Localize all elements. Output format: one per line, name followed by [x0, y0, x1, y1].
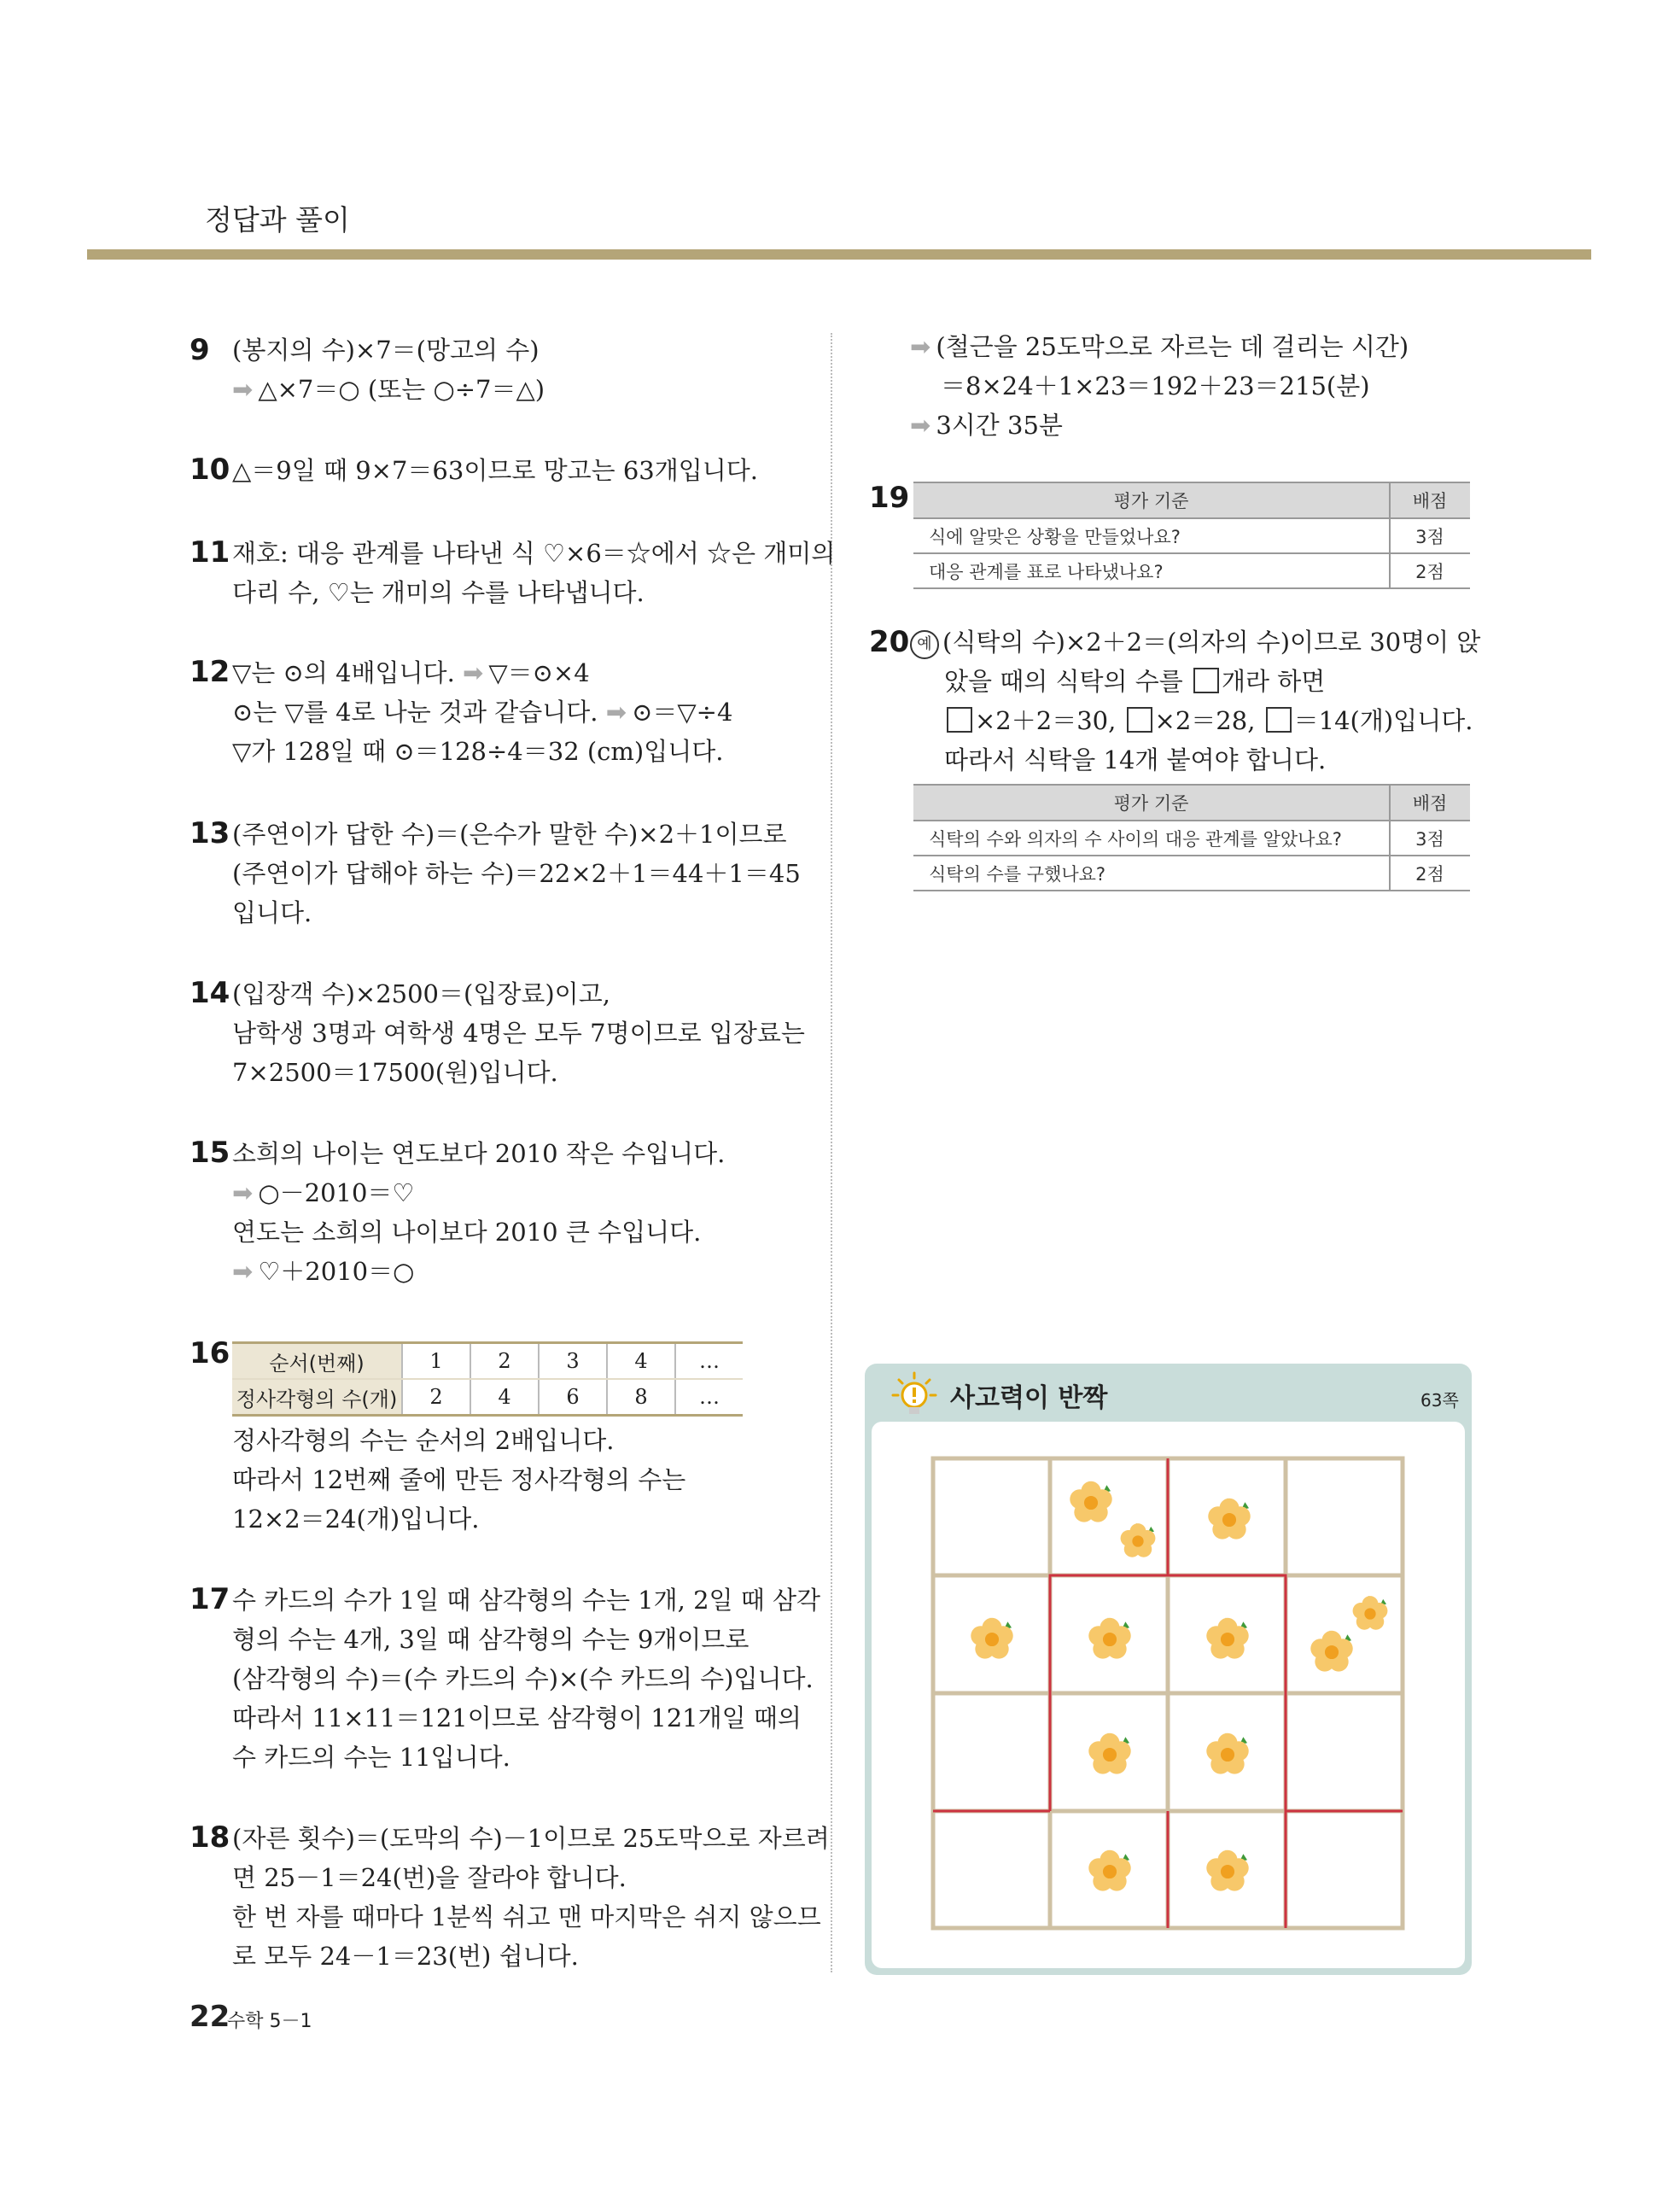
flower-grid [930, 1456, 1409, 1934]
flower-icon [1088, 1733, 1130, 1774]
problem-line: ＝14(개)입니다. [1293, 706, 1473, 735]
table-row [913, 856, 1470, 891]
flower-icon [1310, 1631, 1352, 1672]
problem-line: ×2＋2＝30, [975, 706, 1124, 735]
problem-line: (주연이가 답해야 하는 수)＝22×2＋1＝44＋1＝45 [232, 859, 801, 888]
table-cell: 3점 [1390, 821, 1470, 856]
problem-line: 형의 수는 4개, 3일 때 삼각형의 수는 9개이므로 [232, 1625, 750, 1654]
problem-number-20: 20 [869, 625, 910, 659]
table-header-cell: 평가 기준 [913, 482, 1390, 518]
table-row [913, 785, 1470, 821]
table-cell: 3점 [1390, 518, 1470, 553]
problem-number-18: 18 [190, 1820, 230, 1855]
problem-number-13: 13 [190, 816, 230, 850]
problem-line: (주연이가 답한 수)＝(은수가 말한 수)×2＋1이므로 [232, 820, 787, 849]
problem-13 [232, 815, 801, 932]
flower-icon [1206, 1733, 1248, 1774]
problem-16 [232, 1421, 685, 1539]
sequence-table [232, 1341, 743, 1417]
flower-icon [1208, 1499, 1250, 1540]
table-row [232, 1379, 743, 1416]
problem-line: (봉지의 수)×7＝(망고의 수) [232, 336, 540, 365]
problem-line: (입장객 수)×2500＝(입장료)이고, [232, 979, 610, 1008]
problem-line: (철근을 25도막으로 자르는 데 걸리는 시간) [936, 332, 1409, 361]
flower-icon [1088, 1618, 1130, 1659]
table-cell: … [675, 1379, 743, 1416]
flower-icon [1070, 1481, 1111, 1522]
evaluation-table-19 [913, 482, 1470, 589]
table-cell: 3 [539, 1343, 607, 1380]
problem-line: ▽는 ⊙의 4배입니다. [232, 658, 455, 687]
problem-line: 7×2500＝17500(원)입니다. [232, 1058, 558, 1087]
arrow-icon: ➡ [232, 1178, 254, 1207]
table-row [913, 518, 1470, 553]
flower-icon [1206, 1850, 1248, 1891]
problem-number-9: 9 [190, 333, 210, 367]
problem-line: (삼각형의 수)＝(수 카드의 수)×(수 카드의 수)입니다. [232, 1664, 814, 1693]
table-row [913, 553, 1470, 588]
table-cell: 식에 알맞은 상황을 만들었나요? [913, 518, 1390, 553]
arrow-icon: ➡ [232, 1257, 254, 1286]
blank-box-icon [947, 707, 972, 733]
footer-subject: 수학 5－1 [227, 2011, 312, 2032]
problem-line: ⊙는 ▽를 4로 나눈 것과 같습니다. [232, 698, 598, 727]
lightbulb-icon [891, 1371, 937, 1426]
flower-icon [1088, 1850, 1130, 1891]
table-cell: 6 [539, 1379, 607, 1416]
table-cell: 4 [607, 1343, 675, 1380]
example-mark: 예 [910, 630, 939, 659]
table-cell: 1 [402, 1343, 470, 1380]
table-header-cell: 배점 [1390, 482, 1470, 518]
problem-line: 남학생 3명과 여학생 4명은 모두 7명이므로 입장료는 [232, 1019, 805, 1048]
problem-number-12: 12 [190, 655, 230, 689]
table-cell: 2 [470, 1343, 539, 1380]
table-cell: 식탁의 수를 구했나요? [913, 856, 1390, 891]
table-cell: 4 [470, 1379, 539, 1416]
problem-18 [232, 1819, 830, 1976]
problem-number-17: 17 [190, 1582, 230, 1616]
blank-box-icon [1193, 668, 1219, 693]
problem-line: 소희의 나이는 연도보다 2010 작은 수입니다. [232, 1139, 726, 1168]
table-header-cell: 순서(번째) [232, 1343, 402, 1380]
flower-icon [1206, 1618, 1248, 1659]
problem-line: ♡＋2010＝○ [258, 1257, 415, 1286]
page-title: 정답과 풀이 [205, 203, 350, 237]
table-row [913, 821, 1470, 856]
table-cell: … [675, 1343, 743, 1380]
table-cell: 식탁의 수와 의자의 수 사이의 대응 관계를 알았나요? [913, 821, 1390, 856]
problem-line: ▽가 128일 때 ⊙＝128÷4＝32 (cm)입니다. [232, 737, 724, 766]
problem-line: 았을 때의 식탁의 수를 [944, 667, 1191, 696]
problem-number-11: 11 [190, 535, 230, 570]
problem-11 [232, 534, 835, 612]
page-reference: 63쪽 [1420, 1390, 1459, 1411]
table-cell: 2점 [1390, 553, 1470, 588]
problem-line: (자른 횟수)＝(도막의 수)－1이므로 25도막으로 자르려 [232, 1824, 830, 1853]
flower-icon [1353, 1596, 1388, 1630]
arrow-icon: ➡ [910, 332, 931, 361]
problem-line: 연도는 소희의 나이보다 2010 큰 수입니다. [232, 1218, 702, 1247]
problem-18-continued [910, 327, 1409, 445]
problem-17 [232, 1580, 820, 1777]
problem-10 [232, 451, 758, 490]
table-cell: 대응 관계를 표로 나타냈나요? [913, 553, 1390, 588]
problem-line: 따라서 11×11＝121이므로 삼각형이 121개일 때의 [232, 1703, 802, 1732]
blank-box-icon [1266, 707, 1292, 733]
problem-line: 면 25－1＝24(번)을 잘라야 합니다. [232, 1863, 627, 1892]
problem-line: ⊙＝▽÷4 [632, 698, 733, 727]
evaluation-table-20 [913, 784, 1470, 891]
thinking-box-title: 사고력이 반짝 [950, 1383, 1108, 1413]
problem-line: 따라서 12번째 줄에 만든 정사각형의 수는 [232, 1465, 686, 1494]
arrow-icon: ➡ [605, 698, 627, 727]
problem-line: 개라 하면 [1222, 667, 1326, 696]
problem-line: 한 번 자를 때마다 1분씩 쉬고 맨 마지막은 쉬지 않으므 [232, 1902, 821, 1931]
problem-line: 정사각형의 수는 순서의 2배입니다. [232, 1426, 615, 1455]
table-row [232, 1343, 743, 1380]
table-header-cell: 평가 기준 [913, 785, 1390, 821]
problem-line: 입니다. [232, 898, 312, 927]
problem-9 [232, 330, 545, 409]
problem-14 [232, 974, 805, 1092]
flower-icon [971, 1618, 1012, 1659]
flower-icon [1121, 1523, 1156, 1557]
problem-line: △×7＝○ (또는 ○÷7＝△) [258, 375, 545, 404]
problem-line: △＝9일 때 9×7＝63이므로 망고는 63개입니다. [232, 456, 759, 485]
problem-number-10: 10 [190, 453, 230, 487]
table-cell: 2점 [1390, 856, 1470, 891]
problem-number-19: 19 [869, 481, 910, 515]
problem-12 [232, 653, 732, 771]
blank-box-icon [1127, 707, 1152, 733]
problem-line: 로 모두 24－1＝23(번) 쉽니다. [232, 1942, 579, 1971]
table-row [913, 482, 1470, 518]
page-number: 22 [190, 2000, 230, 2034]
problem-line: 따라서 식탁을 14개 붙여야 합니다. [944, 745, 1327, 774]
problem-line: 재호: 대응 관계를 나타낸 식 ♡×6＝☆에서 ☆은 개미의 [232, 539, 836, 568]
table-cell: 2 [402, 1379, 470, 1416]
problem-line: (식탁의 수)×2＋2＝(의자의 수)이므로 30명이 앉 [942, 628, 1481, 657]
table-header-cell: 배점 [1390, 785, 1470, 821]
problem-20 [910, 622, 1480, 780]
problem-line: ×2＝28, [1154, 706, 1263, 735]
table-cell: 8 [607, 1379, 675, 1416]
problem-line: 수 카드의 수가 1일 때 삼각형의 수는 1개, 2일 때 삼각 [232, 1586, 821, 1615]
arrow-icon: ➡ [232, 375, 254, 404]
problem-line: ○－2010＝♡ [258, 1178, 415, 1207]
problem-number-15: 15 [190, 1136, 230, 1170]
problem-line: ▽＝⊙×4 [488, 658, 590, 687]
problem-line: 3시간 35분 [936, 411, 1063, 440]
arrow-icon: ➡ [910, 411, 931, 440]
problem-15 [232, 1134, 725, 1291]
table-header-cell: 정사각형의 수(개) [232, 1379, 402, 1416]
problem-number-16: 16 [190, 1336, 230, 1370]
arrow-icon: ➡ [463, 658, 484, 687]
problem-line: 12×2＝24(개)입니다. [232, 1504, 480, 1534]
problem-number-14: 14 [190, 976, 230, 1010]
problem-line: 수 카드의 수는 11입니다. [232, 1743, 510, 1772]
problem-line: 다리 수, ♡는 개미의 수를 나타냅니다. [232, 578, 645, 607]
problem-line: ＝8×24＋1×23＝192＋23＝215(분) [941, 371, 1370, 400]
header-divider [87, 249, 1591, 260]
